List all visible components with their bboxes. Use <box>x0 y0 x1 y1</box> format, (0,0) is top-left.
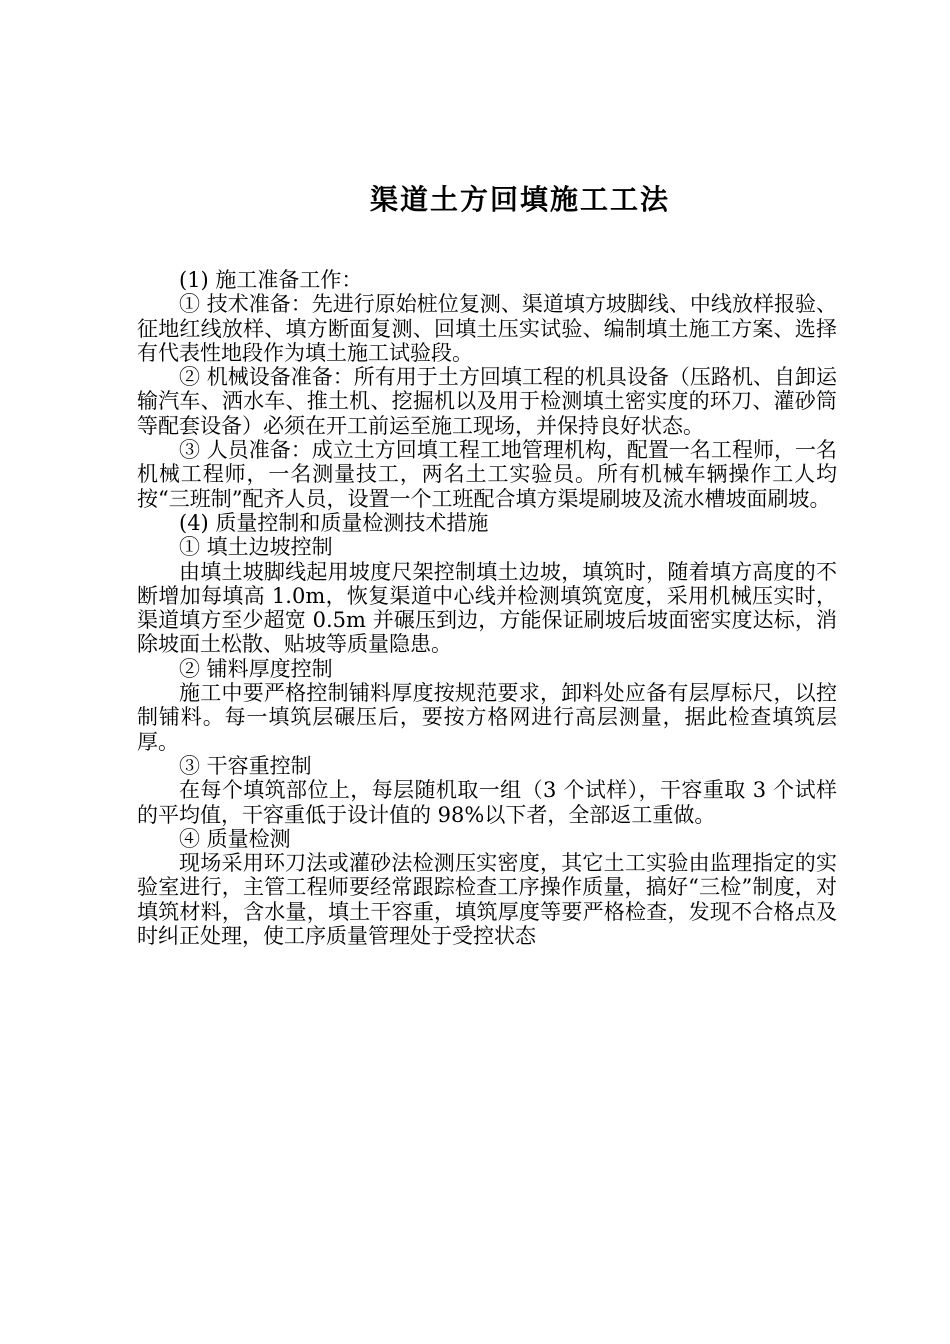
paragraph-slope-body: 由填土坡脚线起用坡度尺架控制填土边坡，填筑时，随着填方高度的不断增加每填高 1.0m，恢复渠道中心线并检测填筑宽度，采用机械压实时，渠道填方至少超宽 0.5m 并碾压到边，方能保证刷坡后坡面密实度达标，消除坡面土松散、贴坡等质量隐患。 <box>137 559 837 657</box>
paragraph-tech-prep: ① 技术准备：先进行原始桩位复测、渠道填方坡脚线、中线放样报验、征地红线放样、填方断面复测、回填土压实试验、编制填土施工方案、选择有代表性地段作为填土施工试验段。 <box>137 292 837 365</box>
paragraph-staff-prep: ③ 人员准备：成立土方回填工程工地管理机构，配置一名工程师，一名机械工程师，一名测量技工，两名土工实验员。所有机械车辆操作工人均按“三班制”配齐人员，设置一个工班配合填方渠堤刷坡及流水槽坡面刷坡。 <box>137 438 837 511</box>
paragraph-inspection-heading: ④ 质量检测 <box>179 826 291 851</box>
paragraph-thickness-heading: ② 铺料厚度控制 <box>179 656 333 681</box>
paragraph-equipment-prep: ② 机械设备准备：所有用于土方回填工程的机具设备（压路机、自卸运输汽车、洒水车、推土机、挖掘机以及用于检测填土密实度的环刀、灌砂筒等配套设备）必须在开工前运至施工现场，并保持良好状态。 <box>137 365 837 438</box>
paragraph-slope-heading: ① 填土边坡控制 <box>179 535 333 560</box>
paragraph-inspection-body: 现场采用环刀法或灌砂法检测压实密度，其它土工实验由监理指定的实验室进行，主管工程师要经常跟踪检查工序操作质量，搞好“三检”制度，对填筑材料，含水量，填土干容重，填筑厚度等要严格检查，发现不合格点及时纠正处理，使工序质量管理处于受控状态 <box>137 851 837 949</box>
paragraph-quality-heading: (4) 质量控制和质量检测技术措施 <box>179 510 489 535</box>
paragraph-thickness-body: 施工中要严格控制铺料厚度按规范要求，卸料处应备有层厚标尺，以控制铺料。每一填筑层碾压后，要按方格网进行高层测量，据此检查填筑层厚。 <box>137 681 837 754</box>
document-title: 渠道土方回填施工工法 <box>369 183 670 216</box>
paragraph-density-heading: ③ 干容重控制 <box>179 753 312 778</box>
document-body <box>137 268 837 948</box>
paragraph-prep-heading: (1) 施工准备工作： <box>179 268 363 292</box>
paragraph-density-body: 在每个填筑部位上，每层随机取一组（3 个试样），干容重取 3 个试样的平均值，干容重低于设计值的 98%以下者，全部返工重做。 <box>137 778 837 827</box>
